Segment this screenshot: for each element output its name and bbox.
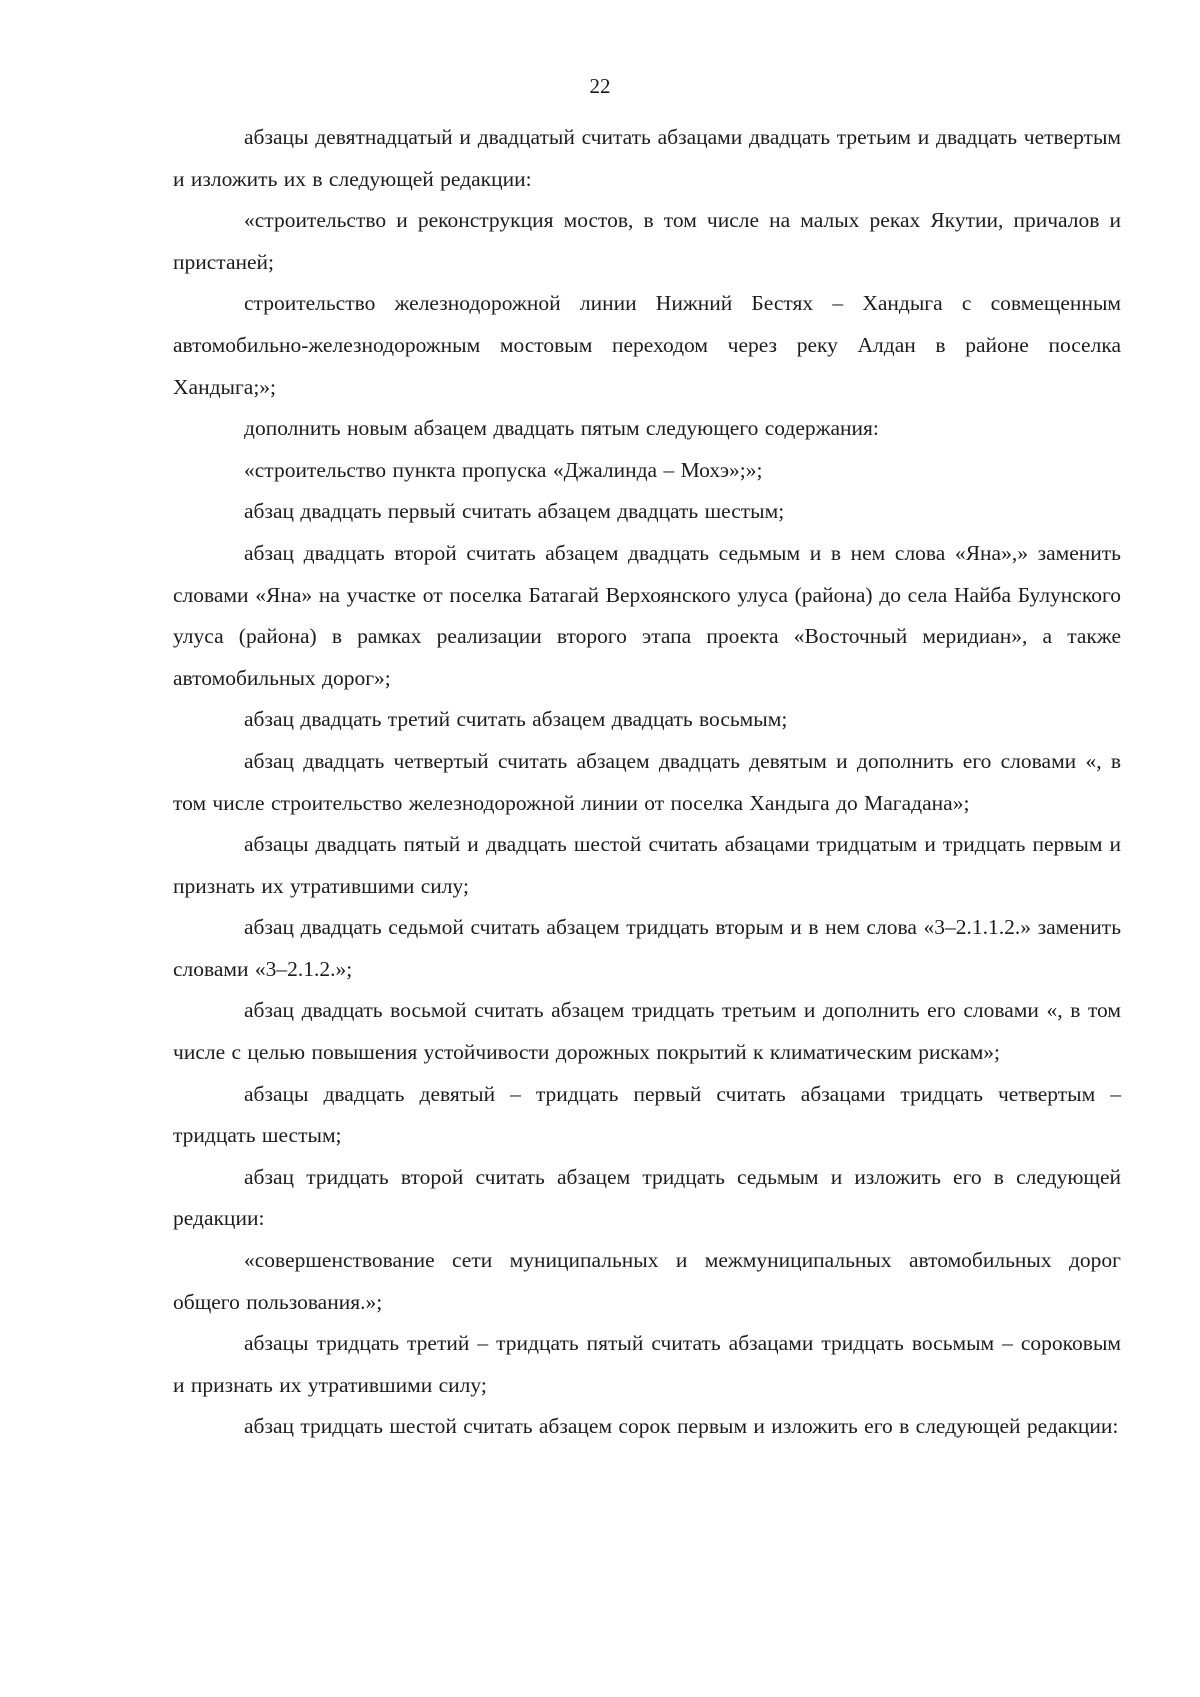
paragraph-5: «строительство пункта пропуска «Джалинда – Мохэ»;»; <box>244 457 763 482</box>
paragraph-15: «совершенствование сети муниципальных и межмуниципальных автомобильных дорог общего пользования.»; <box>173 1248 1121 1314</box>
paragraph-12: абзац двадцать восьмой считать абзацем тридцать третьим и дополнить его словами «, в том числе с целью повышения устойчивости дорожных покрытий к климатическим рискам»; <box>173 998 1121 1065</box>
paragraph-14: абзац тридцать второй считать абзацем тридцать седьмым и изложить его в следующей редакции: <box>173 1164 1121 1231</box>
paragraph-2: «строительство и реконструкция мостов, в том числе на малых реках Якутии, причалов и пристаней; <box>173 208 1121 274</box>
paragraph-10: абзацы двадцать пятый и двадцать шестой считать абзацами тридцатым и тридцать первым и признать их утратившими силу; <box>173 832 1121 898</box>
paragraph-7: абзац двадцать второй считать абзацем двадцать седьмым и в нем слова «Яна»,» заменить словами «Яна» на участке от поселка Батагай Верхоянского улуса (района) до села Найба Булунского улуса (района) в рамках реализации второго этапа проекта «Восточный меридиан», а также автомобильных дорог»; <box>173 540 1121 690</box>
paragraph-3: строительство железнодорожной линии Нижний Бестях – Хандыга с совмещенным автомобильно-железнодорожным мостовым переходом через реку Алдан в районе поселка Хандыга;»; <box>173 291 1121 399</box>
paragraph-9: абзац двадцать четвертый считать абзацем двадцать девятым и дополнить его словами «, в том числе строительство железнодорожной линии от поселка Хандыга до Магадана»; <box>173 748 1121 815</box>
paragraph-17: абзац тридцать шестой считать абзацем сорок первым и изложить его в следующей редакции: <box>244 1414 1119 1439</box>
document-body <box>173 117 1121 1448</box>
paragraph-8: абзац двадцать третий считать абзацем двадцать восьмым; <box>244 707 788 732</box>
paragraph-11: абзац двадцать седьмой считать абзацем тридцать вторым и в нем слова «3–2.1.1.2.» заменить словами «3–2.1.2.»; <box>173 915 1121 981</box>
paragraph-13: абзацы двадцать девятый – тридцать первый считать абзацами тридцать четвертым – тридцать шестым; <box>173 1081 1121 1148</box>
paragraph-16: абзацы тридцать третий – тридцать пятый считать абзацами тридцать восьмым – сороковым и признать их утратившими силу; <box>173 1331 1121 1397</box>
paragraph-4: дополнить новым абзацем двадцать пятым следующего содержания: <box>244 416 879 441</box>
paragraph-1: абзацы девятнадцатый и двадцатый считать абзацами двадцать третьим и двадцать четвертым и изложить их в следующей редакции: <box>173 125 1121 191</box>
paragraph-6: абзац двадцать первый считать абзацем двадцать шестым; <box>244 499 785 524</box>
page-number: 22 <box>589 74 611 98</box>
